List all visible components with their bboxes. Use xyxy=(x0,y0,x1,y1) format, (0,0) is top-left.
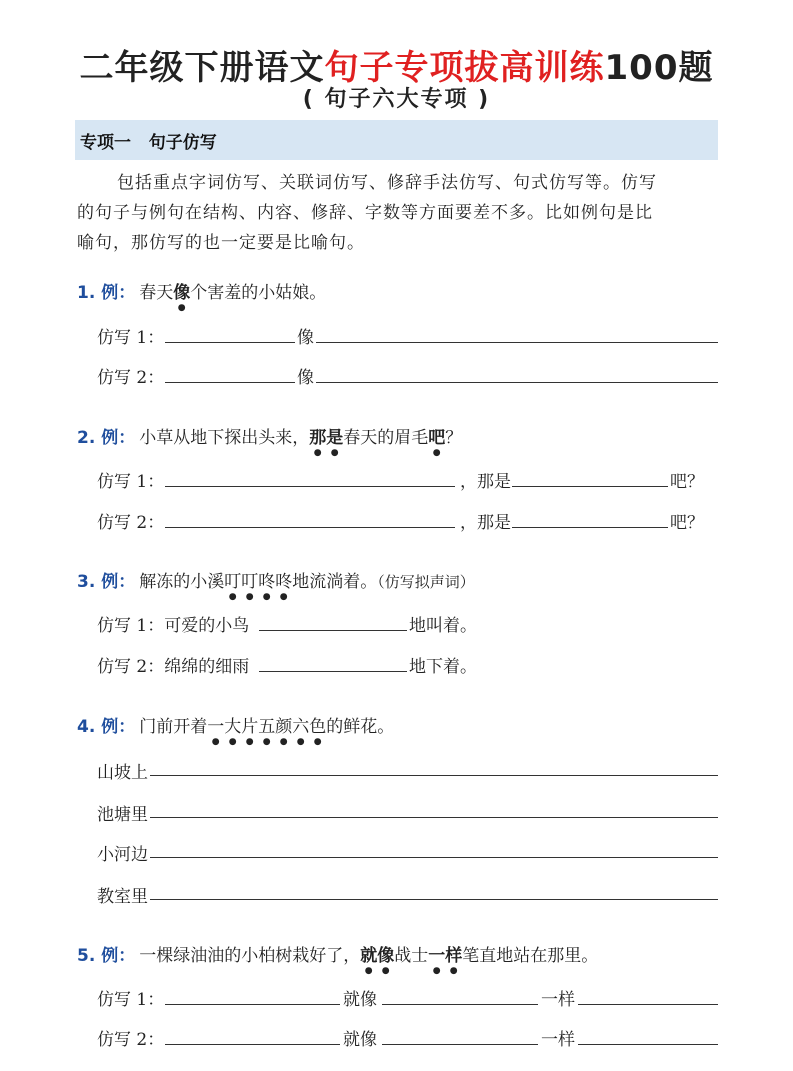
question-5 xyxy=(77,941,598,976)
answer-end: 地下着。 xyxy=(409,657,477,677)
answer-blank[interactable] xyxy=(316,382,718,383)
answer-blank[interactable] xyxy=(259,671,407,672)
example-text: 小草从地下探出头来， xyxy=(139,428,310,448)
answer-blank[interactable] xyxy=(578,1044,718,1045)
answer-label xyxy=(97,611,249,636)
intro-line: 包括重点字词仿写、关联词仿写、修辞手法仿写、句式仿写等。仿写 xyxy=(117,173,657,193)
example-text: 战士 xyxy=(394,946,429,966)
answer-connector: 像 xyxy=(297,368,314,388)
example-key: 就像 xyxy=(360,946,395,966)
intro-line: 喻句，那仿写的也一定要是比喻句。 xyxy=(77,233,365,253)
example-text: 个害羞的小姑娘。 xyxy=(190,283,327,303)
answer-prefix: 山坡上 xyxy=(97,763,148,783)
example-text: 笔直地站在那里。 xyxy=(462,946,599,966)
section-header xyxy=(80,128,217,153)
question-number: 1. 例： xyxy=(77,283,136,303)
example-text: 春天的眉毛 xyxy=(343,428,429,448)
section-intro xyxy=(77,168,719,258)
answer-blank[interactable] xyxy=(165,486,455,487)
answer-blank[interactable] xyxy=(150,899,718,900)
answer-prefix: 可爱的小鸟 xyxy=(164,616,250,636)
intro-line: 的句子与例句在结构、内容、修辞、字数等方面要差不多。比如例句是比 xyxy=(77,203,653,223)
answer-blank[interactable] xyxy=(578,1004,718,1005)
question-number: 2. 例： xyxy=(77,428,136,448)
example-key: 吧 xyxy=(428,428,446,448)
answer-connector: 就像 xyxy=(343,1030,377,1050)
title-tail: 100题 xyxy=(604,48,714,88)
answer-connector: 像 xyxy=(297,328,314,348)
answer-end: 吧？ xyxy=(670,472,704,492)
question-number: 4. 例： xyxy=(77,717,136,737)
example-text: ？ xyxy=(445,428,463,448)
example-key: 一样 xyxy=(428,946,463,966)
answer-blank[interactable] xyxy=(165,1044,340,1045)
answer-label: 仿写 2： xyxy=(97,1030,165,1050)
answer-blank[interactable] xyxy=(165,342,295,343)
title-red: 句子专项拔高训练 xyxy=(324,48,605,88)
answer-blank[interactable] xyxy=(165,527,455,528)
answer-label xyxy=(97,652,249,677)
question-number: 3. 例： xyxy=(77,572,136,592)
answer-label: 仿写 1： xyxy=(97,472,165,492)
example-text: 春天 xyxy=(139,283,174,303)
answer-label: 仿写 1： xyxy=(97,328,165,348)
question-2 xyxy=(77,423,462,458)
answer-blank[interactable] xyxy=(165,382,295,383)
answer-connector: ，那是 xyxy=(460,472,511,492)
answer-end: 一样 xyxy=(541,990,575,1010)
answer-prefix: 教室里 xyxy=(97,887,148,907)
answer-blank[interactable] xyxy=(382,1044,538,1045)
answer-label: 仿写 1： xyxy=(97,990,165,1010)
example-text: 解冻的小溪 xyxy=(139,572,225,592)
answer-end: 地叫着。 xyxy=(409,616,477,636)
example-text: 一棵绿油油的小柏树栽好了， xyxy=(139,946,361,966)
example-key: 一大片五颜六色 xyxy=(207,717,327,737)
page-subtitle: ( 句子六大专项 ) xyxy=(302,87,491,112)
answer-label: 仿写 2： xyxy=(97,513,165,533)
example-key: 那是 xyxy=(309,428,344,448)
answer-prefix: 绵绵的细雨 xyxy=(164,657,250,677)
section-label: 专项一 xyxy=(80,133,131,153)
example-key: 像 xyxy=(173,283,191,303)
question-1 xyxy=(77,278,326,313)
answer-label-text: 仿写 2： xyxy=(97,657,165,677)
answer-blank[interactable] xyxy=(150,857,718,858)
question-4 xyxy=(77,712,394,747)
answer-connector: 就像 xyxy=(343,990,377,1010)
answer-prefix: 小河边 xyxy=(97,845,148,865)
example-key: 叮叮咚咚 xyxy=(224,572,293,592)
section-name: 句子仿写 xyxy=(148,133,217,153)
answer-blank[interactable] xyxy=(150,775,718,776)
question-number: 5. 例： xyxy=(77,946,136,966)
answer-end: 吧？ xyxy=(670,513,704,533)
answer-label: 仿写 2： xyxy=(97,368,165,388)
example-text: 门前开着 xyxy=(139,717,208,737)
answer-blank[interactable] xyxy=(259,630,407,631)
title-black: 二年级下册语文 xyxy=(79,48,325,88)
answer-blank[interactable] xyxy=(316,342,718,343)
answer-blank[interactable] xyxy=(512,527,668,528)
answer-blank[interactable] xyxy=(165,1004,340,1005)
answer-connector: ，那是 xyxy=(460,513,511,533)
answer-label-text: 仿写 1： xyxy=(97,616,165,636)
example-text: 的鲜花。 xyxy=(326,717,395,737)
answer-blank[interactable] xyxy=(150,817,718,818)
answer-blank[interactable] xyxy=(382,1004,538,1005)
answer-prefix: 池塘里 xyxy=(97,805,148,825)
answer-blank[interactable] xyxy=(512,486,668,487)
example-note: （仿写拟声词） xyxy=(377,573,475,591)
example-text: 地流淌着。 xyxy=(292,572,378,592)
question-3 xyxy=(77,567,475,602)
answer-end: 一样 xyxy=(541,1030,575,1050)
